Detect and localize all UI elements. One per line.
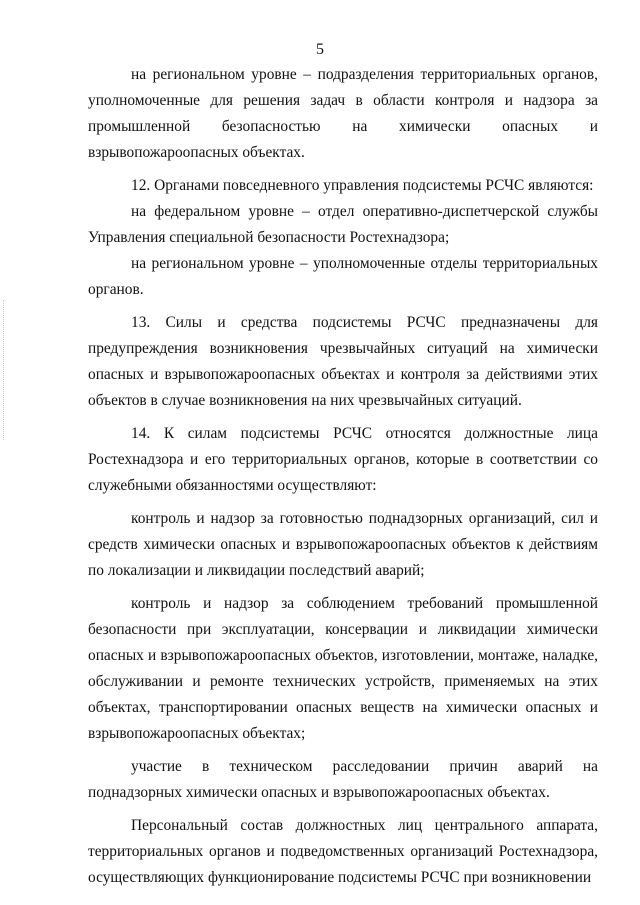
paragraph-item-14: 14. К силам подсистемы РСЧС относятся должностные лица Ростехнадзора и его территориальных органов, которые в соответствии со служебными обязанностями осуществляют: [88, 425, 598, 494]
paragraph-safety-requirements-control: контроль и надзор за соблюдением требований промышленной безопасности при эксплуатации, консервации и ликвидации химически опасных и взрывопожароопасных объектов, изготовлении, монтаже, наладке, обслуживании и ремонте технических устройств, применяемых на этих объектах, транспортировании опасных веществ на химически опасных и взрывопожароопасных объектах; [88, 595, 598, 742]
paragraph-readiness-control: контроль и надзор за готовностью поднадзорных организаций, сил и средств химически опасных и взрывопожароопасных объектов к действиям по локализации и ликвидации последствий аварий; [88, 510, 598, 579]
paragraph-regional-level-departments: на региональном уровне – уполномоченные отделы территориальных органов. [88, 255, 598, 298]
page-number: 5 [316, 41, 324, 58]
paragraph-accident-investigation: участие в техническом расследовании причин аварий на поднадзорных химически опасных и взрывопожароопасных объектах. [88, 758, 598, 801]
paragraph-personnel-composition: Персональный состав должностных лиц центрального аппарата, территориальных органов и подведомственных организаций Ростехнадзора, осуществляющих функционирование подсистемы РСЧС при возникновении [88, 817, 598, 886]
scan-edge-mark [3, 300, 6, 440]
paragraph-item-13: 13. Силы и средства подсистемы РСЧС предназначены для предупреждения возникновения чрезвычайных ситуаций на химически опасных и взрывопожароопасных объектах и контроля за действиями этих объектов в случае возникновения на них чрезвычайных ситуаций. [88, 314, 598, 409]
paragraph-regional-level-units: на региональном уровне – подразделения территориальных органов, уполномоченные для решения задач в области контроля и надзора за промышленной безопасностью на химически опасных и взрывопожароопасных объектах. [88, 66, 598, 161]
paragraph-federal-level-dispatch: на федеральном уровне – отдел оперативно-диспетчерской службы Управления специальной безопасности Ростехнадзора; [88, 203, 598, 246]
document-body [88, 62, 598, 891]
paragraph-item-12: 12. Органами повседневного управления подсистемы РСЧС являются: [131, 177, 594, 194]
